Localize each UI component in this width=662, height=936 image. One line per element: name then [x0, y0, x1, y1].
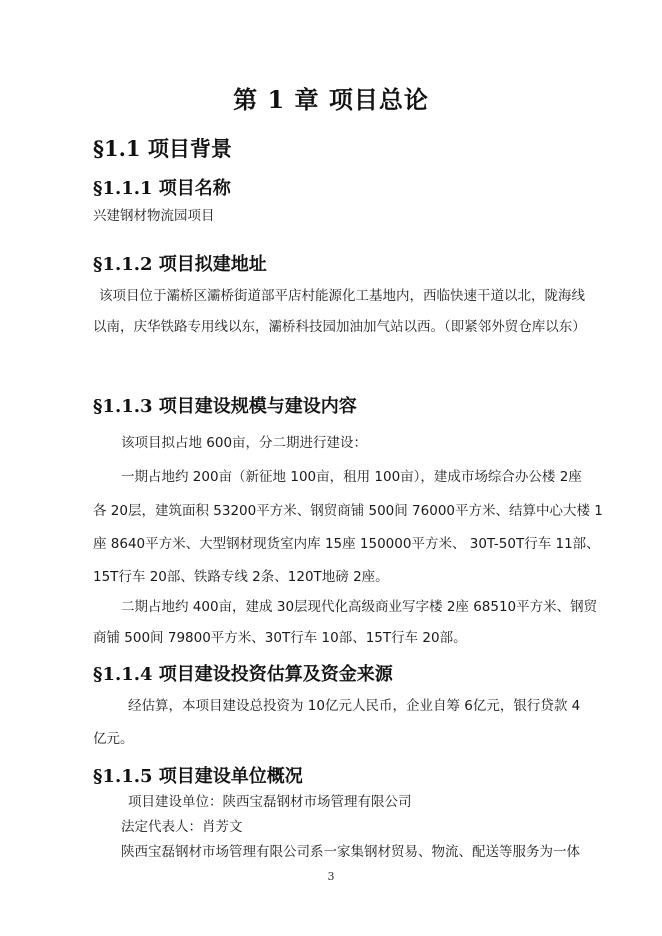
section-heading: §1.1 项目背景	[93, 136, 232, 161]
subsection-heading-1-1-4: §1.1.4 项目建设投资估算及资金来源	[93, 664, 393, 685]
paragraph-line: 兴建钢材物流园项目	[93, 208, 215, 224]
paragraph-line: 商铺 500间 79800平方米、30T行车 10部、15T行车 20部。	[93, 630, 467, 646]
paragraph-line: 15T行车 20部、铁路专线 2条、120T地磅 2座。	[93, 569, 389, 585]
paragraph-line: 经估算，本项目建设总投资为 10亿元人民币，企业自筹 6亿元，银行贷款 4	[128, 698, 581, 714]
paragraph-line: 项目建设单位：陕西宝磊钢材市场管理有限公司	[128, 794, 412, 810]
subsection-heading-1-1-5: §1.1.5 项目建设单位概况	[93, 766, 303, 787]
subsection-heading-1-1-2: §1.1.2 项目拟建地址	[93, 254, 267, 275]
paragraph-line: 该项目位于灞桥区灞桥街道部平店村能源化工基地内，西临快速干道以北，陇海线	[99, 288, 585, 304]
paragraph-line: 亿元。	[93, 731, 134, 747]
paragraph-line: 以南，庆华铁路专用线以东，灞桥科技园加油加气站以西。（即紧邻外贸仓库以东）	[93, 319, 586, 335]
page-number: 3	[327, 870, 335, 883]
subsection-heading-1-1-3: §1.1.3 项目建设规模与建设内容	[93, 396, 357, 417]
subsection-heading-1-1-1: §1.1.1 项目名称	[93, 178, 231, 199]
paragraph-line: 座 8640平方米、大型钢材现货室内库 15座 150000平方米、 30T-50T行车 11部、	[93, 536, 600, 552]
chapter-title: 第 1 章 项目总论	[233, 85, 429, 114]
paragraph-line: 陕西宝磊钢材市场管理有限公司系一家集钢材贸易、物流、配送等服务为一体	[121, 844, 580, 860]
paragraph-line: 该项目拟占地 600亩，分二期进行建设：	[121, 435, 368, 451]
paragraph-line: 二期占地约 400亩，建成 30层现代化高级商业写字楼 2座 68510平方米、钢贸	[121, 599, 598, 615]
paragraph-line: 法定代表人：肖芳文	[121, 819, 243, 835]
paragraph-line: 各 20层，建筑面积 53200平方米、钢贸商铺 500间 76000平方米、结算中心大楼 1	[93, 503, 603, 519]
paragraph-line: 一期占地约 200亩（新征地 100亩，租用 100亩），建成市场综合办公楼 2座	[121, 469, 582, 485]
